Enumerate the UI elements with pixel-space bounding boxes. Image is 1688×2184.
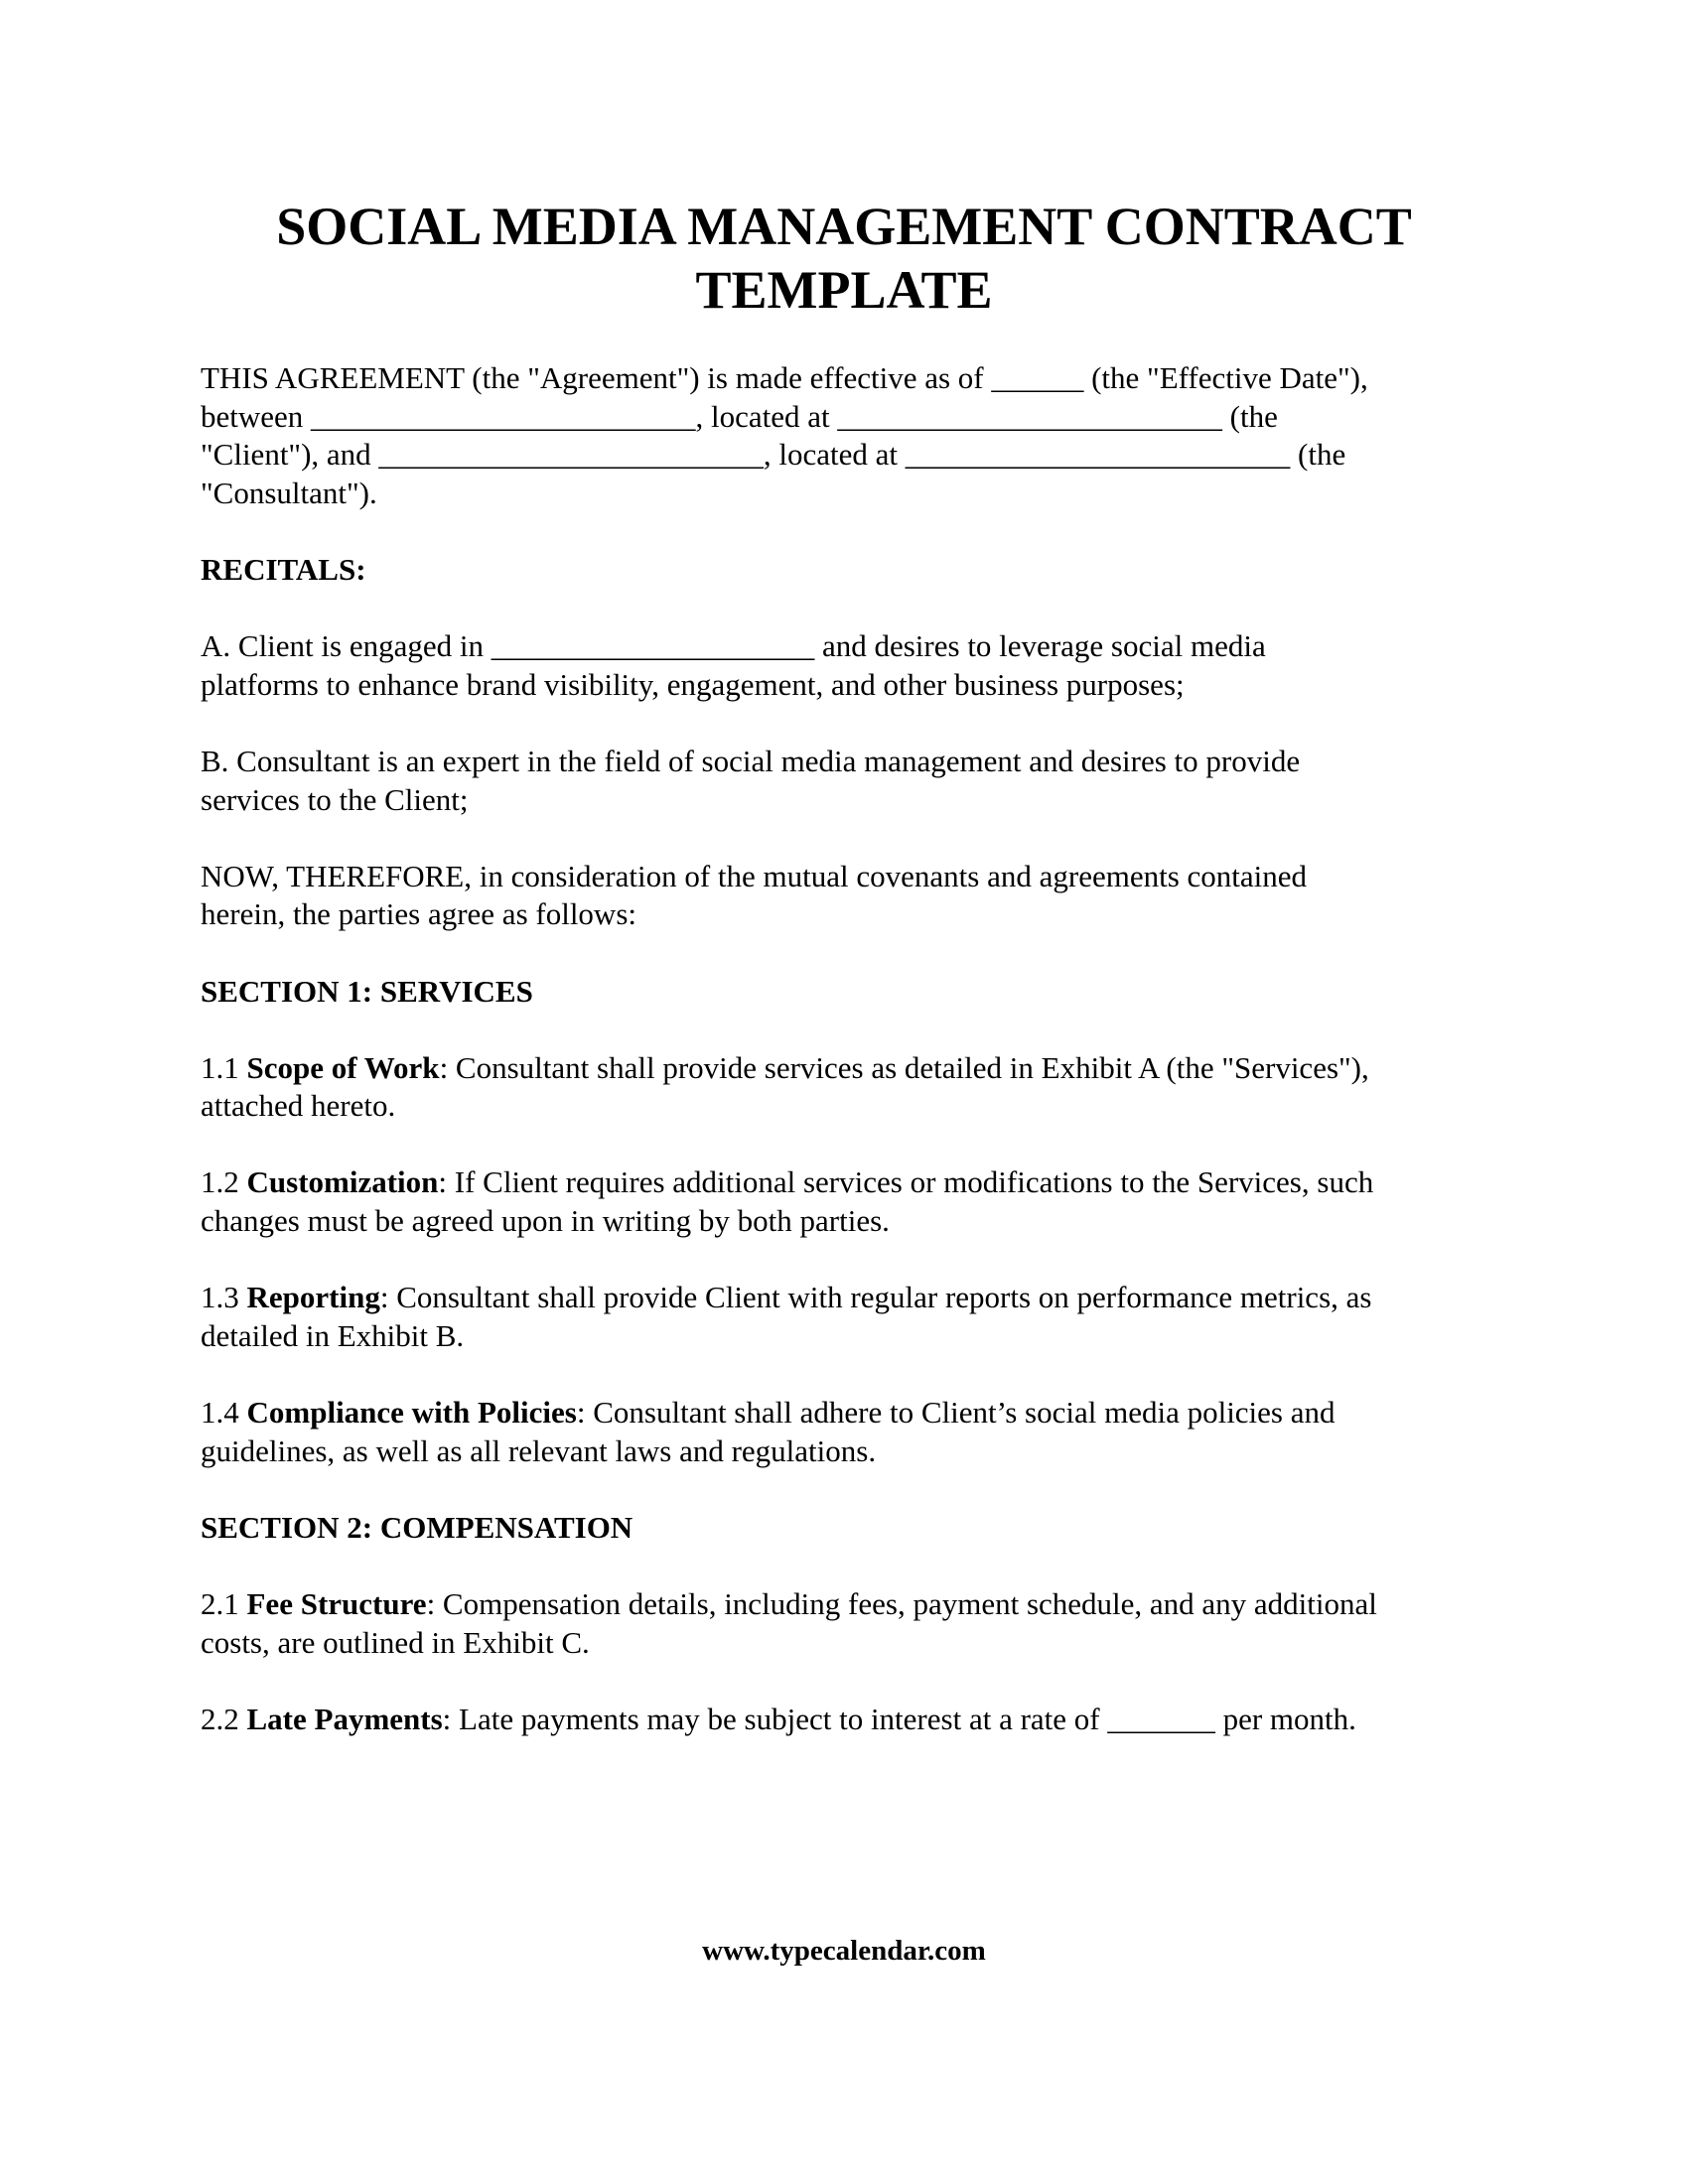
clause-term: Scope of Work [246, 1049, 440, 1085]
clause-number: 1.2 [201, 1164, 247, 1200]
clause-text: : Consultant shall provide Client with regular reports on performance metrics, as [379, 1280, 1372, 1315]
clause-text: : Compensation details, including fees, payment schedule, and any additional [426, 1586, 1377, 1621]
clause-2-2 [201, 1701, 1501, 1739]
recital-b-line: B. Consultant is an expert in the field of social media management and desires to provide [201, 743, 1301, 778]
clause-term: Fee Structure [246, 1586, 427, 1621]
recital-a-line: A. Client is engaged in _____________________ and desires to leverage social media [201, 628, 1266, 664]
clause-text: costs, are outlined in Exhibit C. [201, 1624, 590, 1660]
clause-1-4 [201, 1394, 1501, 1470]
document-title [149, 195, 1539, 322]
footer-url: www.typecalendar.com [702, 1935, 986, 1967]
clause-term: Compliance with Policies [246, 1395, 577, 1431]
document-body [201, 359, 1501, 1777]
clause-1-3 [201, 1279, 1501, 1355]
intro-paragraph [201, 359, 1501, 512]
clause-text: changes must be agreed upon in writing by both parties. [201, 1203, 890, 1239]
intro-line: THIS AGREEMENT (the "Agreement") is made effective as of ______ (the "Effective Date"), [201, 360, 1368, 395]
clause-text: : Late payments may be subject to interest at a rate of _______ per month. [442, 1701, 1356, 1736]
recital-a-line: platforms to enhance brand visibility, engagement, and other business purposes; [201, 666, 1185, 702]
clause-text: guidelines, as well as all relevant laws and regulations. [201, 1433, 877, 1468]
clause-text: : Consultant shall provide services as detailed in Exhibit A (the "Services"), [439, 1049, 1369, 1085]
clause-text: attached hereto. [201, 1088, 396, 1124]
clause-1-1 [201, 1049, 1501, 1126]
intro-line: "Consultant"). [201, 475, 377, 510]
intro-line: "Client"), and _________________________, located at _________________________ (the [201, 437, 1346, 473]
clause-number: 1.1 [201, 1049, 247, 1085]
title-line-2: TEMPLATE [695, 260, 993, 320]
clause-text: detailed in Exhibit B. [201, 1317, 465, 1353]
section-2-heading: SECTION 2: COMPENSATION [201, 1509, 633, 1545]
clause-term: Reporting [246, 1280, 380, 1315]
recital-a [201, 627, 1501, 704]
clause-term: Late Payments [246, 1701, 443, 1736]
clause-number: 1.3 [201, 1280, 247, 1315]
now-therefore-line: NOW, THEREFORE, in consideration of the mutual covenants and agreements contained [201, 858, 1308, 893]
clause-1-2 [201, 1163, 1501, 1240]
recitals-heading: RECITALS: [201, 551, 366, 587]
section-1-heading: SECTION 1: SERVICES [201, 973, 533, 1009]
recital-b-line: services to the Client; [201, 781, 469, 817]
intro-line: between _________________________, located at _________________________ (the [201, 398, 1278, 434]
clause-term: Customization [246, 1164, 439, 1200]
recital-b [201, 743, 1501, 819]
clause-text: : If Client requires additional services or modifications to the Services, such [438, 1164, 1374, 1200]
clause-2-1 [201, 1585, 1501, 1662]
now-therefore-line: herein, the parties agree as follows: [201, 896, 636, 932]
clause-text: : Consultant shall adhere to Client’s social media policies and [576, 1395, 1336, 1431]
clause-number: 2.1 [201, 1586, 247, 1621]
clause-number: 1.4 [201, 1395, 247, 1431]
now-therefore-paragraph [201, 858, 1501, 934]
title-line-1: SOCIAL MEDIA MANAGEMENT CONTRACT [276, 197, 1412, 256]
clause-number: 2.2 [201, 1701, 247, 1736]
